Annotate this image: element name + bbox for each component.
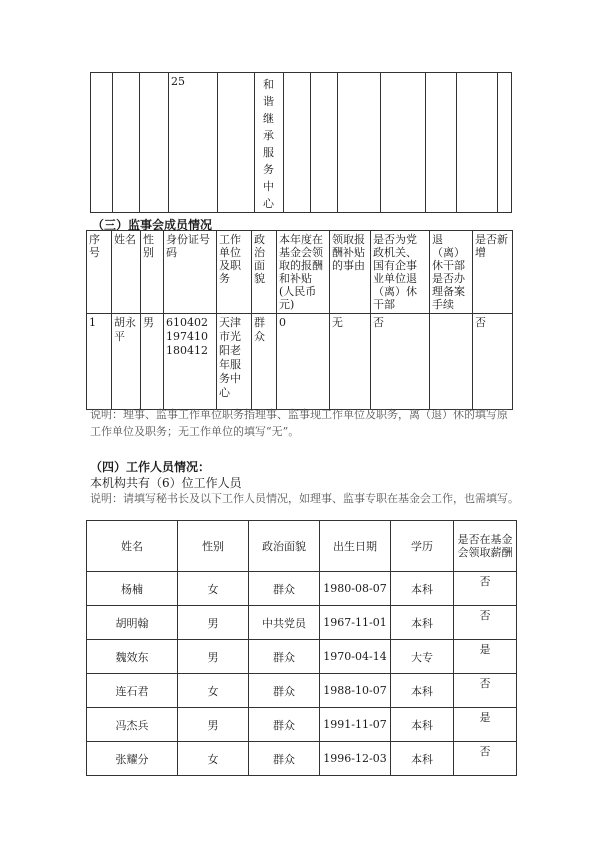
staff-name: 杨楠: [87, 572, 178, 606]
staff-politics: 群众: [249, 742, 320, 776]
top-cell: [338, 73, 381, 213]
top-continuation-table: [90, 72, 512, 213]
supervisors-table: [86, 230, 513, 410]
staff-row: [87, 742, 517, 776]
staff-paid: 否: [454, 742, 517, 776]
header-cell: 身份证号码: [164, 231, 217, 314]
staff-name: 魏效东: [87, 640, 178, 674]
staff-header-cell: 学历: [391, 521, 454, 572]
cell-id: 610402197410180412: [164, 314, 217, 410]
staff-note: 说明：请填写秘书长及以下工作人员情况，如理事、监事专职在基金会工作，也需填写。: [90, 492, 519, 505]
header-cell: 姓名: [112, 231, 141, 314]
header-cell: 性别: [141, 231, 164, 314]
header-cell: 是否为党政机关、国有企事业单位退（离）休干部: [371, 231, 430, 314]
staff-table: [86, 520, 517, 776]
supervisors-note: 说明：理事、监事工作单位职务指理事、监事现工作单位及职务，离（退）休的填写原工作单位及职务；无工作单位的填写“无”。: [90, 408, 508, 438]
top-cell: [218, 73, 255, 213]
staff-header-cell: 政治面貌: [249, 521, 320, 572]
cell-name: 胡永平: [112, 314, 141, 410]
top-cell: [311, 73, 338, 213]
cell-new: 否: [473, 314, 513, 410]
top-cell: [381, 73, 426, 213]
top-cell: [91, 73, 113, 213]
staff-birth: 1980-08-07: [320, 572, 391, 606]
staff-row: [87, 674, 517, 708]
cell-gender: 男: [141, 314, 164, 410]
staff-header-cell: 是否在基金会领取薪酬: [454, 521, 517, 572]
staff-paid: 否: [454, 572, 517, 606]
header-cell: 政治面貌: [252, 231, 277, 314]
top-cell: [140, 73, 169, 213]
staff-edu: 本科: [391, 742, 454, 776]
staff-name: 张耀分: [87, 742, 178, 776]
staff-politics: 群众: [249, 708, 320, 742]
staff-paid: 是: [454, 640, 517, 674]
staff-birth: 1991-11-07: [320, 708, 391, 742]
header-cell: 退（离）休干部是否办理备案手续: [430, 231, 473, 314]
staff-paid: 否: [454, 674, 517, 708]
top-cell-number: 25: [169, 73, 218, 213]
supervisor-row: [87, 314, 513, 410]
staff-birth: 1970-04-14: [320, 640, 391, 674]
staff-header-row: [87, 521, 517, 572]
staff-gender: 男: [178, 606, 249, 640]
staff-paid: 是: [454, 708, 517, 742]
staff-birth: 1967-11-01: [320, 606, 391, 640]
staff-edu: 本科: [391, 708, 454, 742]
staff-gender: 女: [178, 572, 249, 606]
cell-reason: 无: [330, 314, 371, 410]
staff-politics: 群众: [249, 674, 320, 708]
staff-gender: 男: [178, 708, 249, 742]
staff-header-cell: 性别: [178, 521, 249, 572]
cell-index: 1: [87, 314, 112, 410]
staff-header-cell: 出生日期: [320, 521, 391, 572]
top-cell: [113, 73, 140, 213]
staff-paid: 否: [454, 606, 517, 640]
header-cell: 是否新增: [473, 231, 513, 314]
staff-edu: 本科: [391, 572, 454, 606]
top-cell: [426, 73, 457, 213]
staff-name: 连石君: [87, 674, 178, 708]
header-cell: 序号: [87, 231, 112, 314]
top-cell: [284, 73, 311, 213]
staff-edu: 大专: [391, 640, 454, 674]
cell-filing: [430, 314, 473, 410]
cell-org: 天津市光阳老年服务中心: [217, 314, 252, 410]
cell-pay: 0: [277, 314, 330, 410]
staff-name: 冯杰兵: [87, 708, 178, 742]
staff-row: [87, 606, 517, 640]
staff-header-cell: 姓名: [87, 521, 178, 572]
supervisors-heading: （三）监事会成员情况: [92, 218, 213, 232]
staff-politics: 群众: [249, 572, 320, 606]
supervisors-header-row: [87, 231, 513, 314]
staff-politics: 中共党员: [249, 606, 320, 640]
cell-retired: 否: [371, 314, 430, 410]
header-cell: 工作单位及职务: [217, 231, 252, 314]
staff-gender: 女: [178, 742, 249, 776]
top-cell: [457, 73, 498, 213]
staff-name: 胡明翰: [87, 606, 178, 640]
staff-row: [87, 572, 517, 606]
cell-politics: 群众: [252, 314, 277, 410]
staff-edu: 本科: [391, 674, 454, 708]
top-cell: [498, 73, 512, 213]
top-cell-org: 和谐继承服务中心: [255, 73, 284, 213]
staff-count: 本机构共有（6）位工作人员: [90, 476, 242, 490]
header-cell: 领取报酬补贴的事由: [330, 231, 371, 314]
staff-gender: 女: [178, 674, 249, 708]
staff-edu: 本科: [391, 606, 454, 640]
staff-birth: 1988-10-07: [320, 674, 391, 708]
staff-row: [87, 640, 517, 674]
header-cell: 本年度在基金会领取的报酬和补贴(人民币元): [277, 231, 330, 314]
staff-gender: 男: [178, 640, 249, 674]
staff-row: [87, 708, 517, 742]
staff-heading: （四）工作人员情况：: [90, 460, 211, 474]
staff-politics: 群众: [249, 640, 320, 674]
staff-birth: 1996-12-03: [320, 742, 391, 776]
